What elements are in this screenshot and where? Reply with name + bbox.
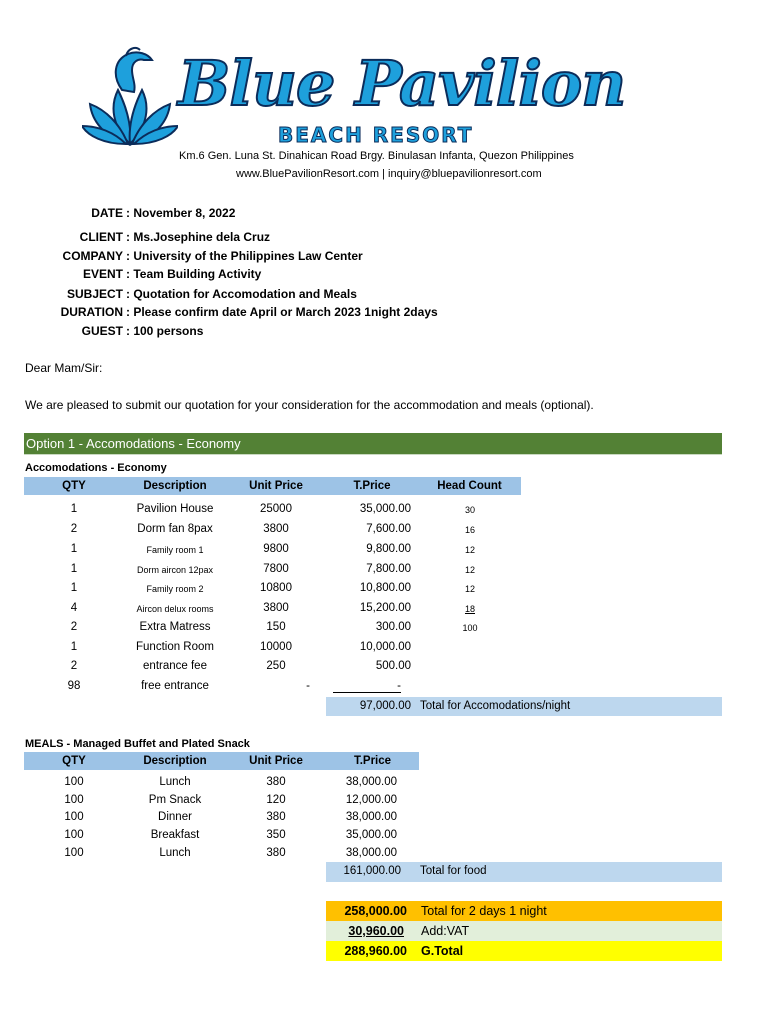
acc-desc: Aircon delux rooms [136, 604, 214, 614]
acc-qty: 1 [70, 582, 78, 594]
info-label-company: COMPANY [62, 249, 123, 263]
acc-desc: free entrance [141, 680, 209, 692]
meal-unit: 350 [266, 829, 286, 841]
acc-total: 10,800.00 [359, 582, 411, 594]
meals-header-row [24, 752, 419, 770]
header-description: Description [143, 480, 207, 492]
header-qty: QTY [62, 755, 86, 767]
intro-paragraph: We are pleased to submit our quotation for your consideration for the accommodation and meals (optional). [25, 398, 594, 412]
subtotal-divider [333, 692, 401, 693]
meals-total-label: Total for food [420, 865, 487, 877]
meal-total: 38,000.00 [345, 811, 397, 823]
meal-qty: 100 [64, 776, 84, 788]
header-description: Description [143, 755, 207, 767]
acc-total: 7,800.00 [366, 563, 411, 575]
meal-qty: 100 [64, 794, 84, 806]
resort-logo [80, 40, 626, 152]
acc-head: 30 [464, 505, 475, 515]
meals-total-band [326, 862, 722, 882]
acc-qty: 98 [67, 680, 81, 692]
acc-qty: 1 [70, 503, 78, 515]
info-value-guest: : 100 persons [126, 324, 204, 338]
header-unit-price: Unit Price [249, 755, 303, 767]
acc-desc: Extra Matress [139, 621, 211, 633]
meal-desc: Breakfast [150, 829, 200, 841]
meal-unit: 380 [266, 776, 286, 788]
meals-title: MEALS - Managed Buffet and Plated Snack [25, 738, 250, 750]
acc-qty: 2 [70, 660, 78, 672]
acc-desc: Dorm aircon 12pax [136, 565, 214, 575]
acc-head: 12 [464, 584, 475, 594]
summary-total-row [326, 901, 722, 921]
meal-total: 12,000.00 [345, 794, 397, 806]
info-value-client: : Ms.Josephine dela Cruz [126, 230, 271, 244]
acc-unit: 3800 [263, 602, 289, 614]
meal-total: 38,000.00 [345, 776, 397, 788]
summary-vat-label: Add:VAT [421, 924, 470, 938]
acc-unit: 25000 [260, 503, 292, 515]
acc-unit: 9800 [263, 543, 289, 555]
acc-head: 12 [464, 545, 475, 555]
acc-total: 35,000.00 [359, 503, 411, 515]
accommodations-total-amount: 97,000.00 [359, 700, 411, 712]
acc-total: 15,200.00 [359, 602, 411, 614]
acc-qty: 1 [70, 563, 78, 575]
brand-name: Blue Pavilion [178, 47, 626, 120]
acc-head: 100 [462, 623, 478, 633]
info-label-duration: DURATION [60, 305, 123, 319]
meal-unit: 380 [266, 847, 286, 859]
acc-unit: 3800 [263, 523, 289, 535]
summary-vat-row [326, 921, 722, 941]
meal-desc: Dinner [158, 811, 192, 823]
acc-desc: Family room 1 [146, 545, 204, 555]
acc-qty: 2 [70, 621, 78, 633]
meal-desc: Pm Snack [148, 794, 202, 806]
acc-head: 18 [464, 604, 475, 614]
acc-qty: 1 [70, 543, 78, 555]
option-header-title: Option 1 - Accomodations - Economy [26, 436, 241, 451]
info-value-date: : November 8, 2022 [126, 206, 236, 220]
acc-total: 10,000.00 [359, 641, 411, 653]
info-value-event: : Team Building Activity [126, 267, 262, 281]
acc-head: 16 [464, 525, 475, 535]
accommodations-header-row [24, 477, 521, 495]
info-label-event: EVENT [82, 267, 123, 281]
meal-unit: 380 [266, 811, 286, 823]
acc-total: - [397, 680, 401, 692]
dolphin-lotus-icon [82, 46, 178, 146]
meal-desc: Lunch [159, 776, 191, 788]
accommodations-total-label: Total for Accomodations/night [420, 700, 571, 712]
acc-desc: Function Room [136, 641, 214, 653]
acc-qty: 1 [70, 641, 78, 653]
info-label-client: CLIENT [79, 230, 123, 244]
acc-unit: 10000 [260, 641, 292, 653]
option-header-bar [24, 433, 722, 455]
acc-desc: Dorm fan 8pax [137, 523, 213, 535]
salutation: Dear Mam/Sir: [25, 361, 103, 375]
acc-unit: - [306, 680, 310, 692]
meal-desc: Lunch [159, 847, 191, 859]
acc-desc: entrance fee [143, 660, 207, 672]
header-total-price: T.Price [353, 755, 392, 767]
info-value-subject: : Quotation for Accomodation and Meals [126, 287, 357, 301]
info-label-guest: GUEST [81, 324, 123, 338]
acc-total: 300.00 [375, 621, 411, 633]
acc-unit: 150 [266, 621, 286, 633]
acc-qty: 4 [70, 602, 78, 614]
meal-total: 35,000.00 [345, 829, 397, 841]
summary-grand-total-label: G.Total [421, 944, 464, 958]
acc-head: 12 [464, 565, 475, 575]
info-label-date: DATE [91, 206, 123, 220]
acc-unit: 10800 [260, 582, 292, 594]
acc-unit: 7800 [263, 563, 289, 575]
acc-unit: 250 [266, 660, 286, 672]
acc-total: 9,800.00 [366, 543, 411, 555]
meal-qty: 100 [64, 829, 84, 841]
resort-address: Km.6 Gen. Luna St. Dinahican Road Brgy. Binulasan Infanta, Quezon Philippines [179, 150, 574, 162]
acc-desc: Pavilion House [136, 503, 214, 515]
meal-total: 38,000.00 [345, 847, 397, 859]
meal-unit: 120 [266, 794, 286, 806]
info-label-subject: SUBJECT [66, 287, 123, 301]
acc-qty: 2 [70, 523, 78, 535]
accommodations-total-band [326, 697, 722, 716]
meal-qty: 100 [64, 847, 84, 859]
header-unit-price: Unit Price [249, 480, 303, 492]
summary-total-label: Total for 2 days 1 night [421, 904, 547, 918]
header-qty: QTY [62, 480, 86, 492]
acc-desc: Family room 2 [146, 584, 204, 594]
summary-total-amount: 258,000.00 [344, 904, 407, 918]
accommodations-title: Accomodations - Economy [25, 462, 167, 474]
summary-grand-total-row [326, 941, 722, 961]
summary-vat-amount: 30,960.00 [348, 924, 404, 938]
acc-total: 500.00 [375, 660, 411, 672]
resort-contact: www.BluePavilionResort.com | inquiry@bluepavilionresort.com [236, 168, 542, 180]
acc-total: 7,600.00 [366, 523, 411, 535]
meal-qty: 100 [64, 811, 84, 823]
info-value-company: : University of the Philippines Law Center [126, 249, 363, 263]
meals-total-amount: 161,000.00 [343, 865, 401, 877]
info-value-duration: : Please confirm date April or March 2023 1night 2days [126, 305, 438, 319]
header-head-count: Head Count [437, 480, 502, 492]
header-total-price: T.Price [353, 480, 391, 492]
brand-tagline: BEACH RESORT [278, 123, 474, 147]
summary-grand-total-amount: 288,960.00 [344, 944, 407, 958]
